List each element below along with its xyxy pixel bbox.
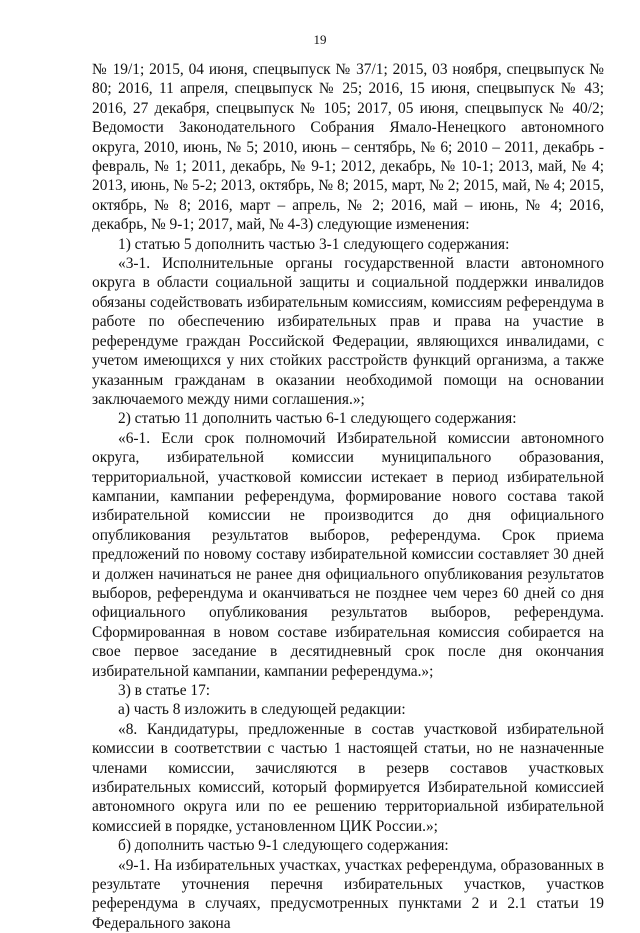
- paragraph-item-1: 1) статью 5 дополнить частью 3-1 следующего содержания:: [118, 235, 510, 253]
- page-number: 19: [313, 32, 327, 47]
- paragraph-item-2: 2) статью 11 дополнить частью 6-1 следующего содержания:: [118, 410, 517, 428]
- paragraph-quote-3-1: «3-1. Исполнительные органы государственной власти автономного округа в области социальной защиты и социальной поддержки инвалидов обязаны содействовать избирательным комиссиям, комиссиям референдума в работе по обеспечению избирательных прав и права на участие в референдуме граждан Российской Федерации, являющихся инвалидами, с учетом имеющихся у них стойких расстройств функций организма, а также указанным гражданам в оказании необходимой помощи на основании заключаемого между ними соглашения.»;: [92, 255, 604, 408]
- paragraph-quote-9-1: «9-1. На избирательных участках, участках референдума, образованных в результате уточнения перечня избирательных участков, участков референдума в случаях, предусмотренных пунктами 2 и 2.1 статьи 19 Федерального закона: [92, 856, 604, 932]
- paragraph-item-3b: б) дополнить частью 9-1 следующего содержания:: [118, 837, 449, 855]
- paragraph-item-3a: а) часть 8 изложить в следующей редакции:: [118, 701, 406, 719]
- paragraph-references: № 19/1; 2015, 04 июня, спецвыпуск № 37/1; 2015, 03 ноября, спецвыпуск № 80; 2016, 11 апреля, спецвыпуск № 25; 2016, 15 июня, спецвыпуск № 43; 2016, 27 декабря, спецвыпуск № 105; 2017, 05 июня, спецвыпуск № 40/2; Ведомости Законодательного Собрания Ямало-Ненецкого автономного округа, 2010, июнь, № 5; 2010, июнь – сентябрь, № 6; 2010 – 2011, декабрь - февраль, № 1; 2011, декабрь, № 9-1; 2012, декабрь, № 10-1; 2013, май, № 4; 2013, июнь, № 5-2; 2013, октябрь, № 8; 2015, март, № 2; 2015, май, № 4; 2015, октябрь, № 8; 2016, март – апрель, № 2; 2016, май – июнь, № 4; 2016, декабрь, № 9-1; 2017, май, № 4-3) следующие изменения:: [92, 61, 604, 234]
- document-body: [92, 60, 604, 933]
- paragraph-item-3: 3) в статье 17:: [118, 682, 211, 699]
- paragraph-quote-6-1: «6-1. Если срок полномочий Избирательной комиссии автономного округа, избирательной комиссии муниципального образования, территориальной, участковой комиссии истекает в период избирательной кампании, кампании референдума, формирование нового состава такой избирательной комиссии не производится до дня официального опубликования результатов выборов, референдума. Срок приема предложений по новому составу избирательной комиссии составляет 30 дней и должен начинаться не ранее дня официального опубликования результатов выборов, референдума и оканчиваться не позднее чем через 60 дней со дня официального опубликования результатов выборов, референдума. Сформированная в новом составе избирательная комиссия собирается на свое первое заседание в десятидневный срок после дня окончания избирательной кампании, кампании референдума.»;: [92, 429, 604, 680]
- paragraph-quote-8: «8. Кандидатуры, предложенные в состав участковой избирательной комиссии в соответствии с частью 1 настоящей статьи, но не назначенные членами комиссии, зачисляются в резерв составов участковых избирательных комиссий, который формируется Избирательной комиссией автономного округа или по ее решению территориальной избирательной комиссией в порядке, установленном ЦИК России.»;: [92, 720, 604, 835]
